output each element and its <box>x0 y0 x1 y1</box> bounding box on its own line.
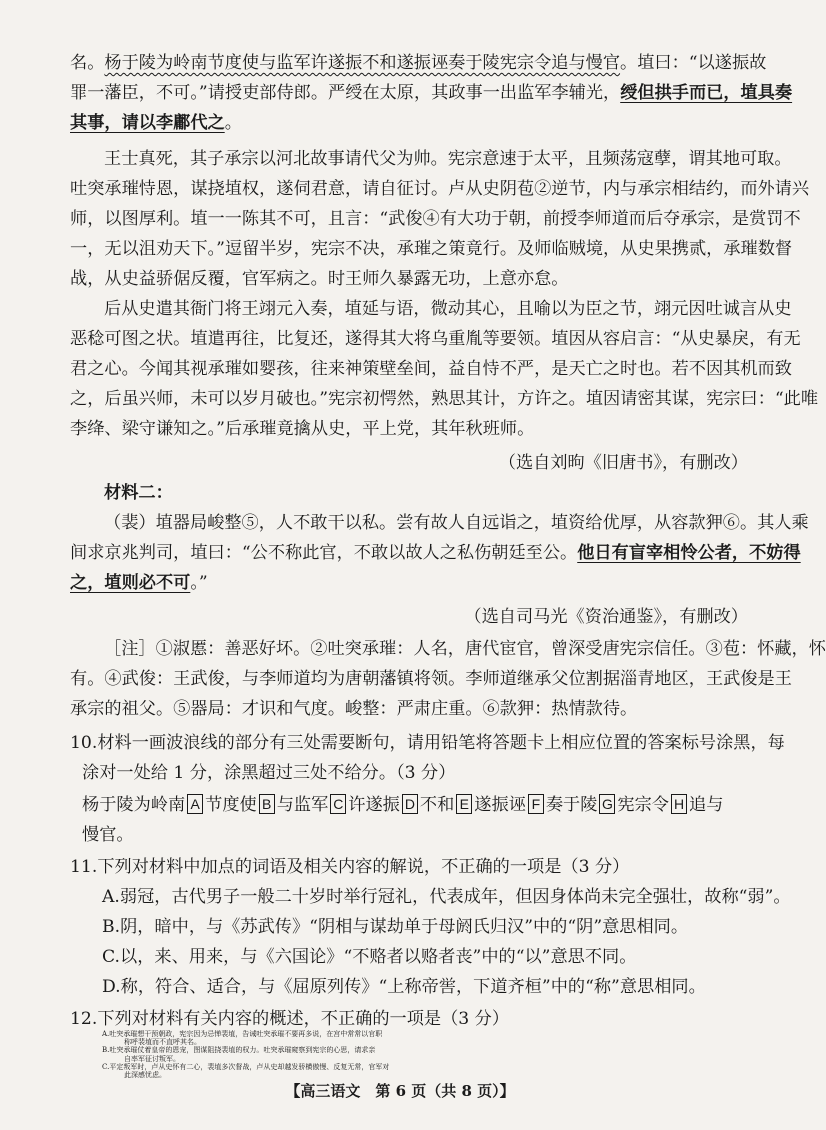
text-span: 。 <box>224 113 242 133</box>
source-citation: （选自刘昫《旧唐书》，有删改） <box>498 453 748 473</box>
sentence-segment: 不和 <box>419 795 455 815</box>
sentence-segment: 节度使 <box>205 795 257 815</box>
answer-mark-box[interactable]: F <box>528 794 544 814</box>
source-citation: （选自司马光《资治通鉴》，有删改） <box>464 607 748 627</box>
answer-mark-box[interactable]: G <box>599 794 615 814</box>
underlined-text: 绶但拱手而已，埴具奏 <box>620 83 793 103</box>
option-a: A.弱冠，古代男子一般二十岁时举行冠礼，代表成年，但因身体尚未完全强壮，故称“弱”。 <box>102 887 791 907</box>
sentence-segment: 许遂振 <box>348 795 400 815</box>
passage-line: 王士真死，其子承宗以河北故事请代父为帅。宪宗意速于太平，且频荡寇孽，谓其地可取。 <box>104 149 792 169</box>
option-a: A.吐突承璀想干预朝政，宪宗因为忌惮裴埴，告诫吐突承璀不要再多说，在宫中常常以官职 <box>102 1030 383 1038</box>
passage-line: 一，无以沮劝天下。”逗留半岁，宪宗不决，承璀之策竟行。及师临贼境，从史果携贰，承璀数督 <box>70 239 793 259</box>
answer-mark-box[interactable]: D <box>402 794 418 814</box>
passage-line <box>70 78 793 108</box>
question-10-stem: 10.材料一画波浪线的部分有三处需要断句，请用铅笔将答题卡上相应位置的答案标号涂黑，每 <box>70 733 785 753</box>
underlined-text: 之，埴则必不可 <box>70 573 191 593</box>
passage-line: 恶稔可图之状。埴遣再往，比复还，遂得其大将乌重胤等要领。埴因从容启言：“从史暴戾，有无 <box>70 329 801 349</box>
sentence-segment: 奏于陵 <box>545 795 598 815</box>
passage-line: 吐突承璀恃恩，谋挠埴权，遂伺君意，请自征讨。卢从史阴苞②逆节，内与承宗相结约，而外请兴 <box>70 179 810 199</box>
sentence-segment: 追与 <box>689 795 724 815</box>
question-12-stem: 12.下列对材料有关内容的概述，不正确的一项是（3 分） <box>70 1009 510 1029</box>
notes-line: 有。④武俊：王武俊，与李师道均为唐朝藩镇将领。李师道继承父位割据淄青地区，王武俊是王 <box>70 669 792 689</box>
answer-mark-box[interactable]: A <box>187 794 203 814</box>
page-footer: 【高三语文 第 6 页（共 8 页）】 <box>285 1082 515 1100</box>
option-b-cont: 自率军征讨叛军。 <box>124 1054 180 1063</box>
text-span: 名。 <box>70 53 105 73</box>
option-a-cont: 称呼裴埴而不直呼其名。 <box>124 1038 201 1047</box>
option-b: B.吐突承璀仗着皇帝的恩宠，图谋阻挠裴埴的权力。吐突承璀窥察到宪宗的心思，请求亲 <box>102 1046 376 1055</box>
answer-mark-box[interactable]: C <box>330 794 346 814</box>
passage-line: 之，后虽兴师，未可以岁月破也。”宪宗初愕然，熟思其计，方许之。埴因请密其谋，宪宗曰：“此唯 <box>70 389 819 409</box>
passage-line: （裴）埴器局峻整⑤，人不敢干以私。尝有故人自远诣之，埴资给优厚，从容款狎⑥。其人乘 <box>104 513 809 533</box>
option-d: D.称，符合、适合，与《屈原列传》“上称帝喾，下道齐桓”中的“称”意思相同。 <box>102 977 706 997</box>
question-10-stem: 涂对一处给 1 分，涂黑超过三处不给分。（3 分） <box>82 763 456 783</box>
text-span: 间求京兆判司，埴曰：“公不称此官，不敢以故人之私伤朝廷至公。 <box>70 543 578 563</box>
option-c-cont: 此深感忧虑。 <box>124 1071 166 1079</box>
answer-mark-box[interactable]: B <box>259 794 275 814</box>
question-10-sentence <box>82 790 734 820</box>
text-span: 。” <box>190 573 208 593</box>
option-c: C.以，来、用来，与《六国论》“不赂者以赂者丧”中的“以”意思不同。 <box>102 947 637 967</box>
passage-line <box>70 568 734 598</box>
notes-line: ［注］①淑慝：善恶好坏。②吐突承璀：人名，唐代宦官，曾深受唐宪宗信任。③苞：怀藏，怀 <box>104 639 826 659</box>
sentence-segment: 宪宗令 <box>617 795 669 815</box>
question-11-stem: 11.下列对材料中加点的词语及相关内容的解说，不正确的一项是（3 分） <box>70 857 630 877</box>
question-10-sentence: 慢官。 <box>82 825 134 845</box>
option-c: C.平定叛军时，卢从史怀有二心，裴埴多次督战，卢从史却越发骄横傲慢、反复无常，官军对 <box>102 1062 390 1071</box>
section-heading: 材料二： <box>104 483 173 503</box>
passage-line: 师，以图厚利。埴一一陈其不可，且言：“武俊④有大功于朝，前授李师道而后夺承宗，是赏罚不 <box>70 209 801 229</box>
wavy-underlined-text: 杨于陵为岭南节度使与监军许遂振不和遂振诬奏于陵宪宗令追与慢官 <box>104 53 621 73</box>
sentence-segment: 遂振诬 <box>474 795 526 815</box>
text-span: 罪一藩臣，不可。”请授吏部侍郎。严绶在太原，其政事一出监军李辅光， <box>70 83 621 103</box>
text-span: 。埴曰：“以遂振故 <box>620 53 767 73</box>
passage-line: 李绛、梁守谦知之。”后承璀竟擒从史，平上党，其年秋班师。 <box>70 419 535 439</box>
notes-line: 承宗的祖父。⑤器局：才识和气度。峻整：严肃庄重。⑥款狎：热情款待。 <box>70 699 638 719</box>
passage-line: 后从史遣其衙门将王翊元入奏，埴延与语，微动其心，且喻以为臣之节，翊元因吐诚言从史 <box>104 299 792 319</box>
answer-mark-box[interactable]: H <box>671 794 687 814</box>
passage-line: 君之心。今闻其视承璀如婴孩，往来神策壁垒间，益自恃不严，是天亡之时也。若不因其机而致 <box>70 359 792 379</box>
answer-mark-box[interactable]: E <box>456 794 472 814</box>
passage-line <box>70 538 801 568</box>
sentence-segment: 与监军 <box>276 795 329 815</box>
passage-line <box>70 48 767 78</box>
sentence-segment: 杨于陵为岭南 <box>82 795 186 815</box>
underlined-text: 其事，请以李鄘代之 <box>70 113 225 133</box>
underlined-text: 他日有盲宰相怜公者，不妨得 <box>577 543 801 563</box>
passage-line: 战，从史益骄倨反覆，官军病之。时王师久暴露无功，上意亦怠。 <box>70 269 569 289</box>
option-b: B.阴，暗中，与《苏武传》“阴相与谋劫单于母阏氏归汉”中的“阴”意思相同。 <box>102 917 689 937</box>
passage-line <box>70 108 734 138</box>
